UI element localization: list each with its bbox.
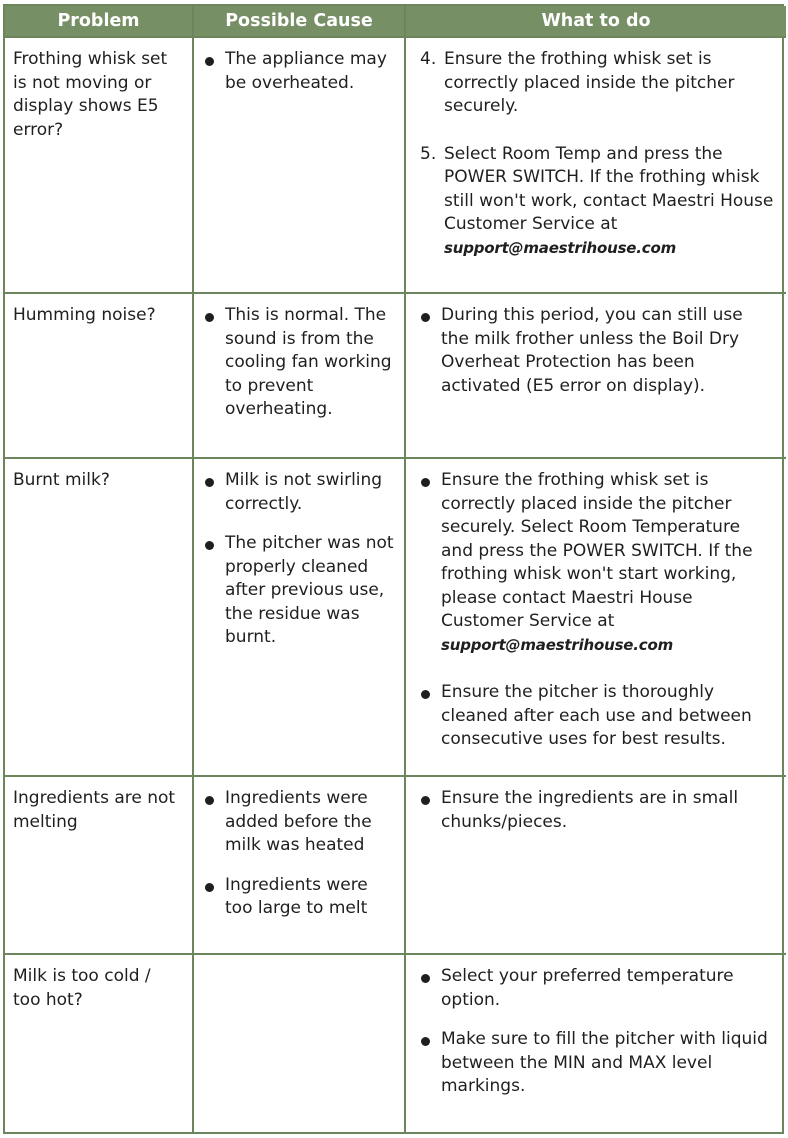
- header-row: [5, 6, 786, 37]
- table-row: [5, 458, 786, 776]
- bullet-icon: [205, 883, 214, 892]
- action-text: Ensure the frothing whisk set is correctly placed inside the pitcher securely.: [444, 49, 735, 116]
- step-number: 5.: [420, 143, 437, 164]
- action-item: [420, 48, 774, 119]
- action-item: [420, 304, 774, 398]
- action-text: Ensure the ingredients are in small chunks/pieces.: [441, 788, 739, 832]
- bullet-icon: [205, 541, 214, 550]
- action-text: Ensure the frothing whisk set is correctly placed inside the pitcher securely. Select Room Temperature and press the POWER SWITCH. If the frothing whisk won't start working, please contact Maestri House Customer Service at: [441, 470, 753, 631]
- bullet-icon: [421, 478, 430, 487]
- cause-cell: [193, 776, 405, 954]
- action-item: [420, 143, 774, 261]
- action-cell: [405, 37, 786, 293]
- bullet-icon: [421, 1037, 430, 1046]
- cause-item: [204, 874, 396, 921]
- action-cell: [405, 293, 786, 458]
- header-what-to-do: What to do: [405, 6, 786, 37]
- action-cell: [405, 458, 786, 776]
- action-cell: [405, 954, 786, 1132]
- cause-text: Milk is not swirling correctly.: [225, 470, 383, 514]
- table-row: [5, 37, 786, 293]
- step-number: 4.: [420, 49, 437, 69]
- bullet-icon: [421, 313, 430, 322]
- problem-cell: Ingredients are not melting: [5, 776, 193, 954]
- problem-cell: Milk is too cold / too hot?: [5, 954, 193, 1132]
- action-item: [420, 787, 774, 834]
- action-text: Select your preferred temperature option.: [441, 966, 734, 1010]
- table-row: [5, 954, 786, 1132]
- cause-cell: [193, 37, 405, 293]
- problem-cell: Humming noise?: [5, 293, 193, 458]
- bullet-icon: [421, 974, 430, 983]
- action-text: Select Room Temp and press the POWER SWITCH. If the frothing whisk still won't work, contact Maestri House Customer Service at: [444, 143, 774, 234]
- problem-cell: Burnt milk?: [5, 458, 193, 776]
- action-item: [420, 681, 774, 752]
- table-row: [5, 776, 786, 954]
- support-email: support@maestrihouse.com: [441, 635, 674, 654]
- header-problem: Problem: [5, 6, 193, 37]
- action-item: [420, 469, 774, 657]
- action-text: During this period, you can still use the milk frother unless the Boil Dry Overheat Protection has been activated (E5 error on display).: [441, 305, 743, 396]
- support-email: support@maestrihouse.com: [444, 238, 677, 257]
- bullet-icon: [421, 796, 430, 805]
- cause-item: [204, 304, 396, 422]
- cause-text: This is normal. The sound is from the cooling fan working to prevent overheating.: [225, 305, 392, 419]
- table-row: [5, 293, 786, 458]
- troubleshooting-grid: [5, 6, 786, 1132]
- cause-text: Ingredients were added before the milk was heated: [225, 788, 372, 855]
- cause-cell: [193, 293, 405, 458]
- cause-item: [204, 532, 396, 650]
- cause-item: [204, 48, 396, 95]
- bullet-icon: [205, 57, 214, 66]
- bullet-icon: [205, 478, 214, 487]
- action-cell: [405, 776, 786, 954]
- bullet-icon: [205, 796, 214, 805]
- cause-text: The appliance may be overheated.: [225, 49, 387, 93]
- action-item: [420, 1028, 774, 1099]
- cause-text: The pitcher was not properly cleaned after previous use, the residue was burnt.: [225, 533, 394, 647]
- troubleshooting-table: [3, 4, 784, 1134]
- action-text: Make sure to fill the pitcher with liquid between the MIN and MAX level markings.: [441, 1029, 768, 1096]
- action-item: [420, 965, 774, 1012]
- cause-cell: [193, 954, 405, 1132]
- problem-cell: Frothing whisk set is not moving or display shows E5 error?: [5, 37, 193, 293]
- header-possible-cause: Possible Cause: [193, 6, 405, 37]
- action-text: Ensure the pitcher is thoroughly cleaned after each use and between consecutive uses for best results.: [441, 682, 752, 749]
- bullet-icon: [421, 690, 430, 699]
- bullet-icon: [205, 313, 214, 322]
- cause-item: [204, 787, 396, 858]
- cause-text: Ingredients were too large to melt: [225, 874, 368, 918]
- cause-item: [204, 469, 396, 516]
- cause-cell: [193, 458, 405, 776]
